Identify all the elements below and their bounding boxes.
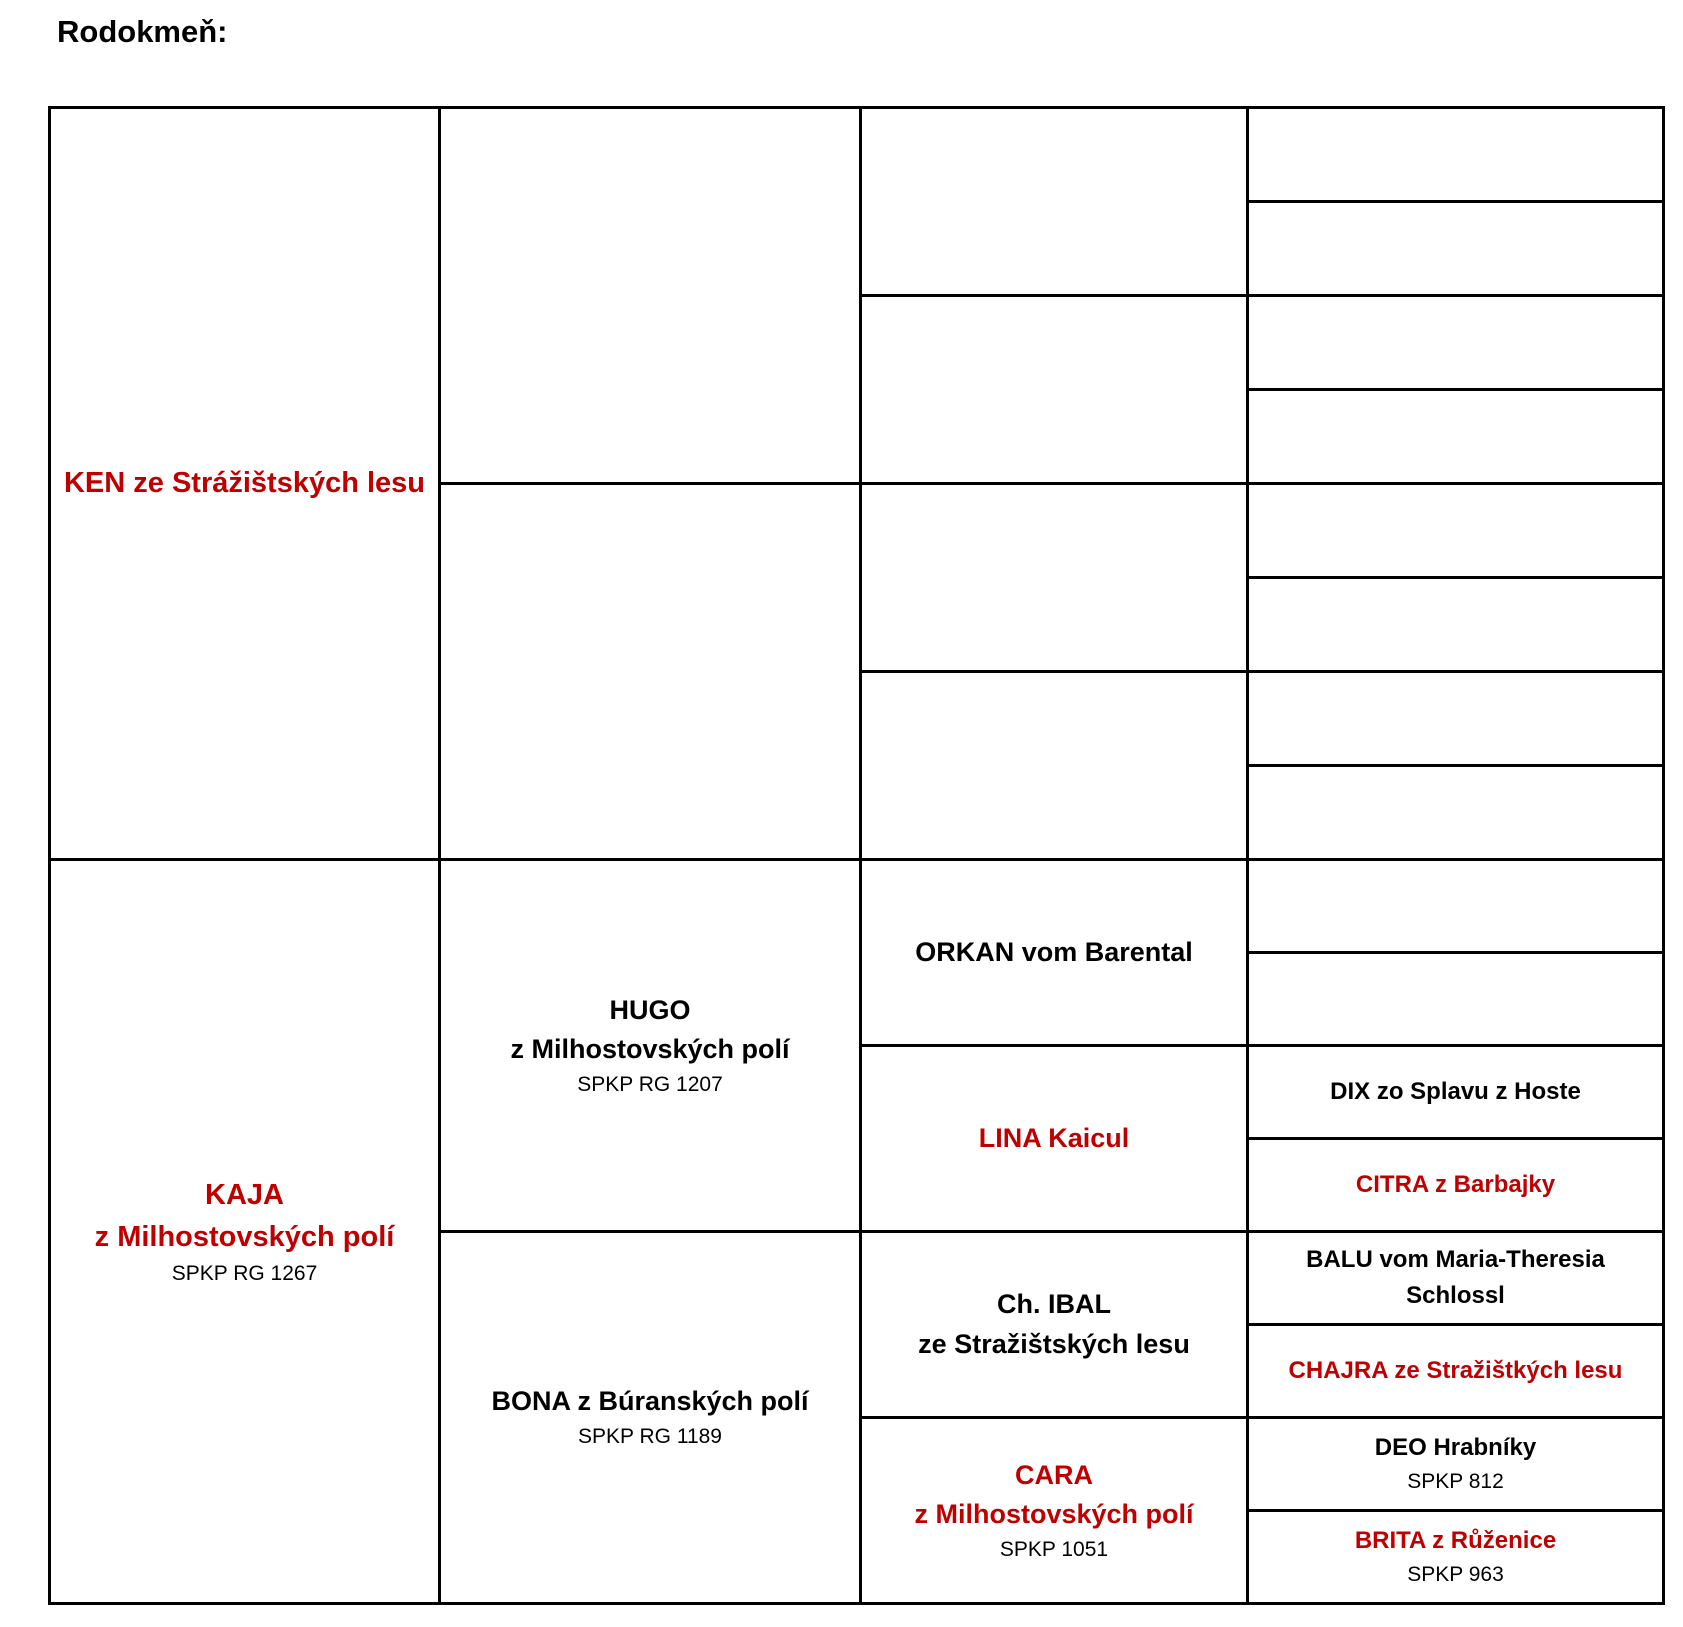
dam-dam-sire-name-line2: ze Stražištských lesu (918, 1328, 1190, 1359)
sire-dam-dam-sire-cell (1248, 672, 1664, 766)
pedigree-table (48, 106, 1665, 1605)
dam-cell (50, 860, 440, 1604)
sire-dam-cell (440, 484, 861, 860)
sire-sire-sire-sire-cell (1248, 108, 1664, 202)
dam-dam-sire-dam-name: CHAJRA ze Stražištkých lesu (1288, 1357, 1623, 1384)
dam-dam-dam-cell (861, 1418, 1248, 1604)
sire-cell (50, 108, 440, 860)
sire-dam-dam-cell (861, 672, 1248, 860)
dam-sire-sire-name: ORKAN vom Barental (915, 936, 1193, 967)
dam-dam-dam-name-line1: CARA (1015, 1459, 1093, 1490)
dam-sire-sire-sire-cell (1248, 860, 1664, 953)
dam-dam-sire-name-line1: Ch. IBAL (997, 1289, 1111, 1320)
dam-sire-dam-sire-cell (1248, 1046, 1664, 1139)
dam-dam-dam-sire-registration: SPKP 812 (1407, 1470, 1504, 1494)
dam-dam-sire-sire-name-line2: Schlossl (1406, 1282, 1505, 1309)
dam-sire-sire-cell (861, 860, 1248, 1046)
dam-dam-registration: SPKP RG 1189 (578, 1425, 722, 1449)
dam-dam-dam-name-line2: z Milhostovských polí (914, 1498, 1194, 1529)
dam-dam-name: BONA z Búranských polí (491, 1386, 809, 1417)
sire-dam-sire-sire-cell (1248, 484, 1664, 578)
dam-dam-dam-registration: SPKP 1051 (999, 1537, 1109, 1561)
dam-sire-dam-dam-cell (1248, 1139, 1664, 1232)
dam-sire-dam-cell (861, 1046, 1248, 1232)
sire-sire-sire-cell (861, 108, 1248, 296)
dam-dam-sire-dam-cell (1248, 1325, 1664, 1418)
dam-sire-dam-dam-name: CITRA z Barbajky (1355, 1171, 1556, 1198)
sire-sire-dam-cell (861, 296, 1248, 484)
dam-name-line2: z Milhostovských polí (94, 1220, 395, 1253)
dam-dam-dam-dam-cell (1248, 1511, 1664, 1604)
page-title: Rodokmeň: (57, 14, 228, 49)
sire-sire-dam-dam-cell (1248, 390, 1664, 484)
sire-sire-sire-dam-cell (1248, 202, 1664, 296)
sire-dam-sire-cell (861, 484, 1248, 672)
dam-sire-cell (440, 860, 861, 1232)
dam-sire-dam-name: LINA Kaicul (978, 1122, 1130, 1153)
dam-dam-sire-cell (861, 1232, 1248, 1418)
sire-dam-dam-dam-cell (1248, 766, 1664, 860)
dam-name-line1: KAJA (205, 1178, 284, 1211)
dam-sire-name-line2: z Milhostovských polí (510, 1033, 790, 1064)
dam-dam-dam-dam-name: BRITA z Růženice (1354, 1527, 1557, 1555)
dam-dam-dam-sire-cell (1248, 1418, 1664, 1511)
sire-dam-sire-dam-cell (1248, 578, 1664, 672)
dam-dam-dam-sire-name: DEO Hrabníky (1374, 1434, 1537, 1462)
dam-sire-registration: SPKP RG 1207 (577, 1072, 723, 1096)
dam-registration: SPKP RG 1267 (171, 1261, 318, 1285)
dam-dam-sire-sire-name-line1: BALU vom Maria-Theresia (1306, 1246, 1605, 1273)
sire-name: KEN ze Strážištských lesu (63, 467, 426, 500)
sire-sire-dam-sire-cell (1248, 296, 1664, 390)
dam-dam-sire-sire-cell (1248, 1232, 1664, 1325)
dam-dam-dam-dam-registration: SPKP 963 (1407, 1563, 1504, 1587)
dam-sire-dam-sire-name: DIX zo Splavu z Hoste (1330, 1078, 1581, 1105)
dam-sire-name-line1: HUGO (609, 994, 691, 1025)
dam-sire-sire-dam-cell (1248, 953, 1664, 1046)
dam-dam-cell (440, 1232, 861, 1604)
sire-sire-cell (440, 108, 861, 484)
